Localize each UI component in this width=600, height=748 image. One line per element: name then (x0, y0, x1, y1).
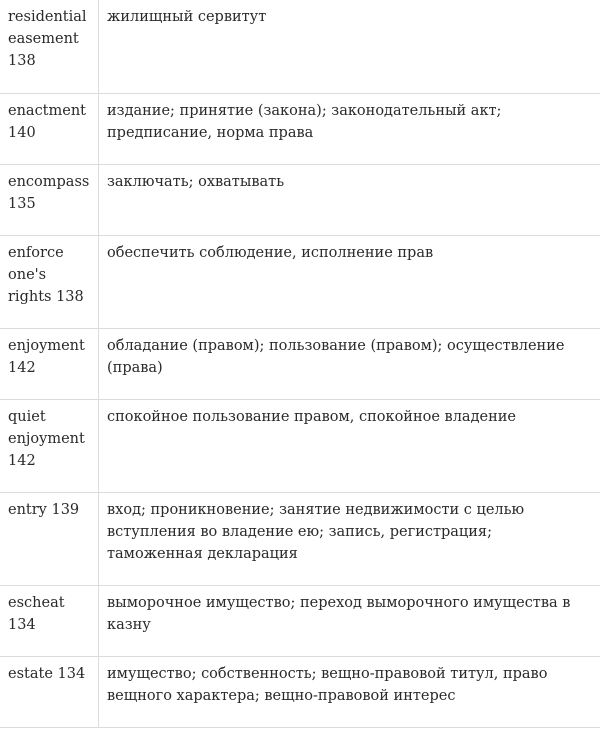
table-row (0, 492, 600, 585)
term-word: enjoyment (8, 337, 85, 354)
term-cell (0, 0, 99, 93)
table-row (0, 399, 600, 492)
definition-cell: выморочное имущество; переход выморочного имущества в казну (99, 585, 600, 656)
term-word: escheat (8, 594, 65, 611)
term-cell (0, 93, 99, 164)
term-cell (0, 492, 99, 585)
term-word: encompass (8, 173, 90, 190)
term-page: 142 (8, 359, 36, 376)
table-row (0, 93, 600, 164)
term-cell (0, 656, 99, 727)
term-page: 138 (8, 53, 36, 69)
term-page: 140 (8, 124, 36, 141)
term-page: 134 (57, 665, 86, 682)
term-cell (0, 164, 99, 235)
term-page: 135 (8, 195, 36, 212)
definition-cell: заключать; охватывать (99, 164, 600, 235)
term-cell (0, 235, 99, 328)
term-word: entry (8, 501, 47, 518)
definition-cell: жилищный сервитут (99, 0, 600, 93)
term-page: 139 (51, 501, 80, 518)
term-page: 138 (56, 288, 84, 305)
term-cell (0, 399, 99, 492)
term-word: estate (8, 665, 53, 682)
table-row (0, 328, 600, 399)
term-cell (0, 328, 99, 399)
definition-cell: издание; принятие (закона); законодательный акт; предписание, норма права (99, 93, 600, 164)
definition-cell: спокойное пользование правом, спокойное владение (99, 399, 600, 492)
term-page: 142 (8, 452, 36, 469)
term-cell (0, 585, 99, 656)
table-row (0, 164, 600, 235)
table-row (0, 235, 600, 328)
definition-cell: вход; проникновение; занятие недвижимости с целью вступления во владение ею; запись, регистрация; таможенная декларация (99, 492, 600, 585)
term-word: enforce one's rights (8, 244, 64, 305)
term-word: enactment (8, 102, 87, 119)
table-row (0, 656, 600, 727)
definition-cell: обеспечить соблюдение, исполнение прав (99, 235, 600, 328)
term-page: 134 (8, 616, 36, 633)
term-word: residential easement (8, 9, 87, 47)
table-row (0, 585, 600, 656)
definition-cell: обладание (правом); пользование (правом); осуществление (права) (99, 328, 600, 399)
term-word: quiet enjoyment (8, 408, 85, 447)
definition-cell: имущество; собственность; вещно-правовой титул, право вещного характера; вещно-правовой интерес (99, 656, 600, 727)
table-row (0, 0, 600, 93)
